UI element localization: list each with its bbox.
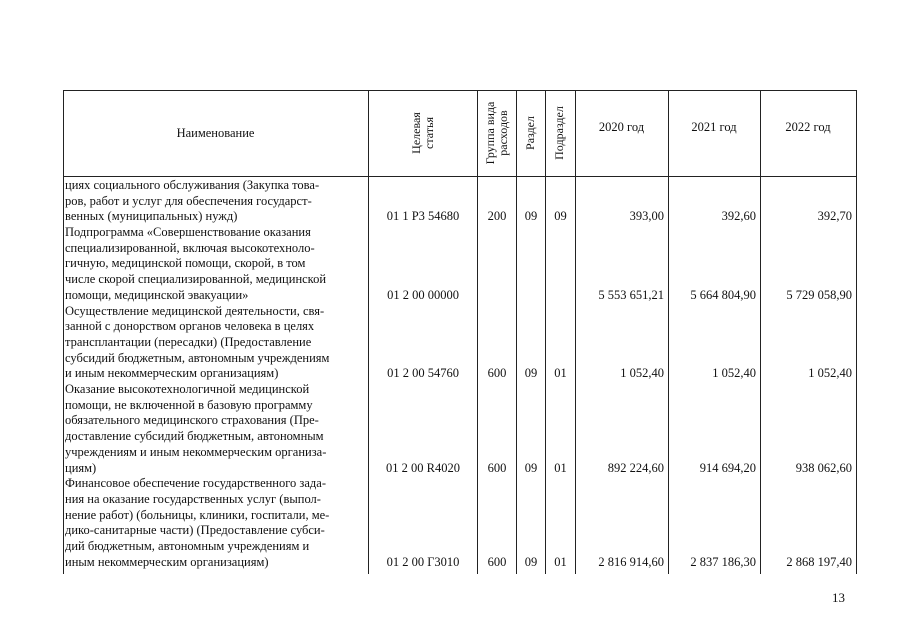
cell-subsection: 01	[554, 554, 567, 569]
cell-v2022: 2 868 197,40	[786, 554, 852, 569]
cell-group: 200	[487, 209, 507, 224]
row-name	[65, 225, 365, 303]
cell-group: 600	[487, 460, 507, 475]
header-2021: 2021 год	[691, 120, 737, 134]
header-target-article	[410, 100, 436, 166]
cell-v2021: 914 694,20	[699, 460, 756, 475]
cell-v2020: 5 553 651,21	[598, 287, 664, 302]
row-name-line: дико-санитарные части) (Предоставление субси-	[65, 523, 325, 538]
row-name	[65, 476, 365, 570]
row-name-line: трансплантации (пересадки) (Предоставление	[65, 334, 312, 349]
cell-v2021: 2 837 186,30	[690, 554, 756, 569]
row-name-line: ния на оказание государственных услуг (выпол-	[65, 491, 321, 506]
budget-table	[63, 90, 857, 574]
cell-v2020: 1 052,40	[620, 366, 664, 381]
cell-v2022: 5 729 058,90	[786, 287, 852, 302]
row-name-line: занной с донорством органов человека в целях	[65, 319, 315, 334]
col-border	[516, 90, 517, 574]
cell-subsection: 01	[554, 366, 567, 381]
row-name-line: дий бюджетным, автономным учреждениям и	[65, 539, 310, 554]
cell-v2022: 1 052,40	[808, 366, 852, 381]
row-name-line: циям)	[65, 460, 97, 475]
cell-target: 01 2 00 54760	[387, 366, 459, 381]
header-subsection: Подраздел	[552, 106, 566, 160]
header-name: Наименование	[176, 126, 255, 140]
header-group-line1: Группа вида	[483, 101, 497, 165]
row-name-line: ров, работ и услуг для обеспечения государст-	[65, 193, 312, 208]
header-group-line2: расходов	[496, 110, 510, 156]
row-name	[65, 178, 365, 225]
header-expense-group	[484, 97, 510, 169]
cell-subsection: 01	[554, 460, 567, 475]
row-name-line: специализированной, включая высокотехноло-	[65, 240, 315, 255]
col-border	[856, 90, 857, 574]
row-name-line: гичную, медицинской помощи, скорой, в том	[65, 256, 306, 271]
header-2020: 2020 год	[598, 120, 645, 134]
col-border	[368, 90, 369, 574]
cell-v2020: 2 816 914,60	[598, 554, 664, 569]
header-target-line1: Целевая	[409, 112, 423, 154]
cell-v2021: 392,60	[721, 209, 756, 224]
row-name-line: Подпрограмма «Совершенствование оказания	[65, 225, 311, 240]
row-name	[65, 304, 365, 382]
header-2022: 2022 год	[785, 120, 831, 134]
cell-section: 09	[524, 366, 538, 381]
row-name-line: помощи, не включенной в базовую программу	[65, 397, 313, 412]
cell-v2021: 5 664 804,90	[690, 287, 756, 302]
cell-v2020: 393,00	[629, 209, 664, 224]
row-name-line: венных (муниципальных) нужд)	[65, 209, 238, 224]
cell-section: 09	[524, 460, 538, 475]
row-name-line: Осуществление медицинской деятельности, свя-	[65, 303, 325, 318]
row-name-line: нение работ) (больницы, клиники, госпитали, ме-	[65, 507, 330, 522]
row-name-line: субсидий бюджетным, автономным учреждениям	[65, 350, 330, 365]
row-name	[65, 382, 365, 476]
row-name-line: циях социального обслуживания (Закупка това-	[65, 178, 320, 192]
row-name-line: доставление субсидий бюджетным, автономным	[65, 429, 324, 444]
cell-section: 09	[524, 554, 538, 569]
row-name-line: учреждениям и иным некоммерческим организа-	[65, 444, 327, 459]
cell-group: 600	[487, 366, 507, 381]
cell-v2021: 1 052,40	[712, 366, 756, 381]
col-border	[545, 90, 546, 574]
cell-target: 01 1 Р3 54680	[386, 209, 460, 224]
page-number: 13	[832, 590, 845, 605]
cell-target: 01 2 00 Г3010	[386, 554, 460, 569]
row-name-line: Финансовое обеспечение государственного зада-	[65, 476, 326, 491]
header-bottom-border	[63, 176, 857, 177]
cell-target: 01 2 00 R4020	[386, 460, 460, 475]
cell-section: 09	[524, 209, 538, 224]
cell-v2022: 938 062,60	[795, 460, 852, 475]
row-name-line: числе скорой специализированной, медицинской	[65, 272, 327, 287]
header-target-line2: статья	[422, 117, 436, 149]
cell-v2020: 892 224,60	[607, 460, 664, 475]
cell-target: 01 2 00 00000	[387, 287, 459, 302]
row-name-line: и иным некоммерческим организациям)	[65, 366, 279, 381]
cell-subsection: 09	[554, 209, 567, 224]
header-section: Раздел	[523, 116, 537, 150]
row-name-line: обязательного медицинского страхования (Пре-	[65, 413, 319, 428]
row-name-line: иным некоммерческим организациям)	[65, 554, 269, 569]
row-name-line: помощи, медицинской эвакуации»	[65, 287, 249, 302]
col-border	[477, 90, 478, 574]
cell-group: 600	[487, 554, 507, 569]
cell-v2022: 392,70	[817, 209, 852, 224]
row-name-line: Оказание высокотехнологичной медицинской	[65, 382, 310, 397]
